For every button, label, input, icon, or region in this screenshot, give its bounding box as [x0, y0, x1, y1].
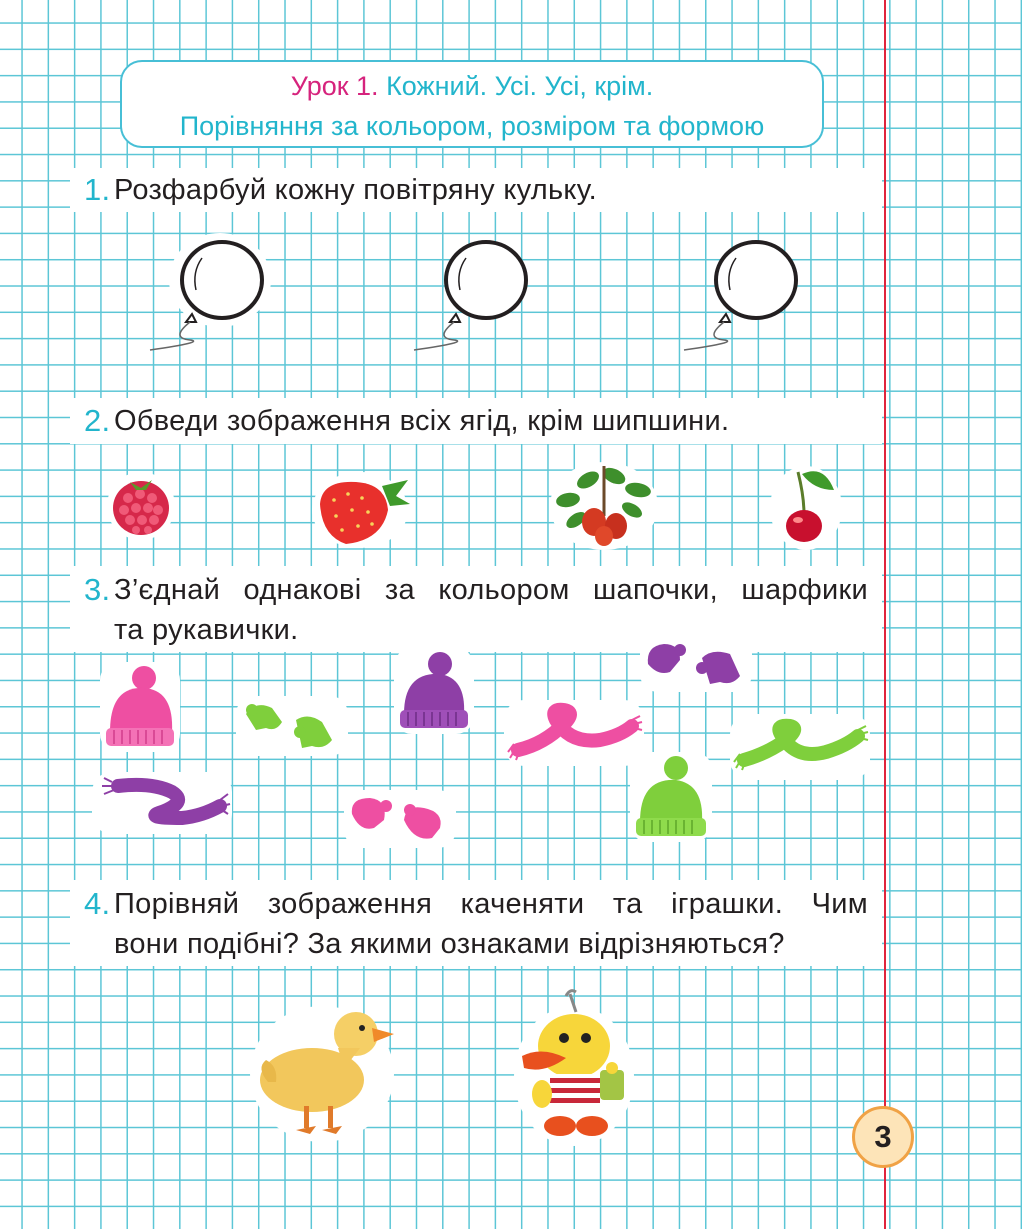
- lesson-topic: Кожний. Усі. Усі, крім.: [386, 71, 654, 101]
- toy-duck-image[interactable]: [512, 986, 636, 1146]
- task-1-text: Розфарбуй кожну повітряну кульку.: [114, 174, 597, 206]
- strawberry-image[interactable]: [312, 466, 412, 550]
- duckling-image[interactable]: [248, 994, 396, 1144]
- page-number: 3: [852, 1106, 914, 1168]
- pink-hat[interactable]: [100, 662, 180, 752]
- lesson-number: Урок 1.: [290, 71, 379, 101]
- pink-scarf[interactable]: [504, 700, 644, 766]
- task-4-number: 4.: [84, 886, 111, 921]
- lesson-title-box: [120, 60, 824, 148]
- task-3-number: 3.: [84, 572, 111, 607]
- cherry-image[interactable]: [768, 460, 844, 550]
- task-1: [70, 168, 882, 212]
- task-4-text-line-2: вони подібні? За якими ознаками відрізняються?: [114, 928, 785, 960]
- task-2-number: 2.: [84, 403, 111, 438]
- green-mittens[interactable]: [236, 696, 348, 756]
- notebook-margin-line: [884, 0, 886, 1229]
- balloon-outline-3[interactable]: [674, 228, 814, 358]
- raspberry-image[interactable]: [100, 462, 182, 544]
- task-2-text: Обведи зображення всіх ягід, крім шипшини.: [114, 405, 730, 437]
- purple-scarf[interactable]: [92, 772, 232, 834]
- task-4-text-line-1: Порівняй зображення каченяти та іграшки. Чим: [114, 888, 868, 920]
- task-3-text-line-1: З’єднай однакові за кольором шапочки, шарфики: [114, 574, 868, 606]
- lesson-title: [122, 66, 822, 106]
- green-scarf[interactable]: [730, 714, 870, 780]
- task-3: [70, 566, 882, 652]
- purple-mittens[interactable]: [640, 636, 752, 692]
- task-4: [70, 880, 882, 966]
- task-1-number: 1.: [84, 172, 111, 207]
- balloon-outline-1[interactable]: [140, 228, 280, 358]
- pink-mittens[interactable]: [344, 790, 456, 848]
- balloon-outline-2[interactable]: [404, 228, 544, 358]
- task-2: [70, 398, 882, 444]
- rosehip-image[interactable]: [548, 456, 660, 552]
- green-hat[interactable]: [630, 752, 712, 842]
- task-3-text-line-2: та рукавички.: [114, 614, 299, 646]
- lesson-subtitle: Порівняння за кольором, розміром та формою: [179, 111, 765, 141]
- purple-hat[interactable]: [394, 648, 474, 734]
